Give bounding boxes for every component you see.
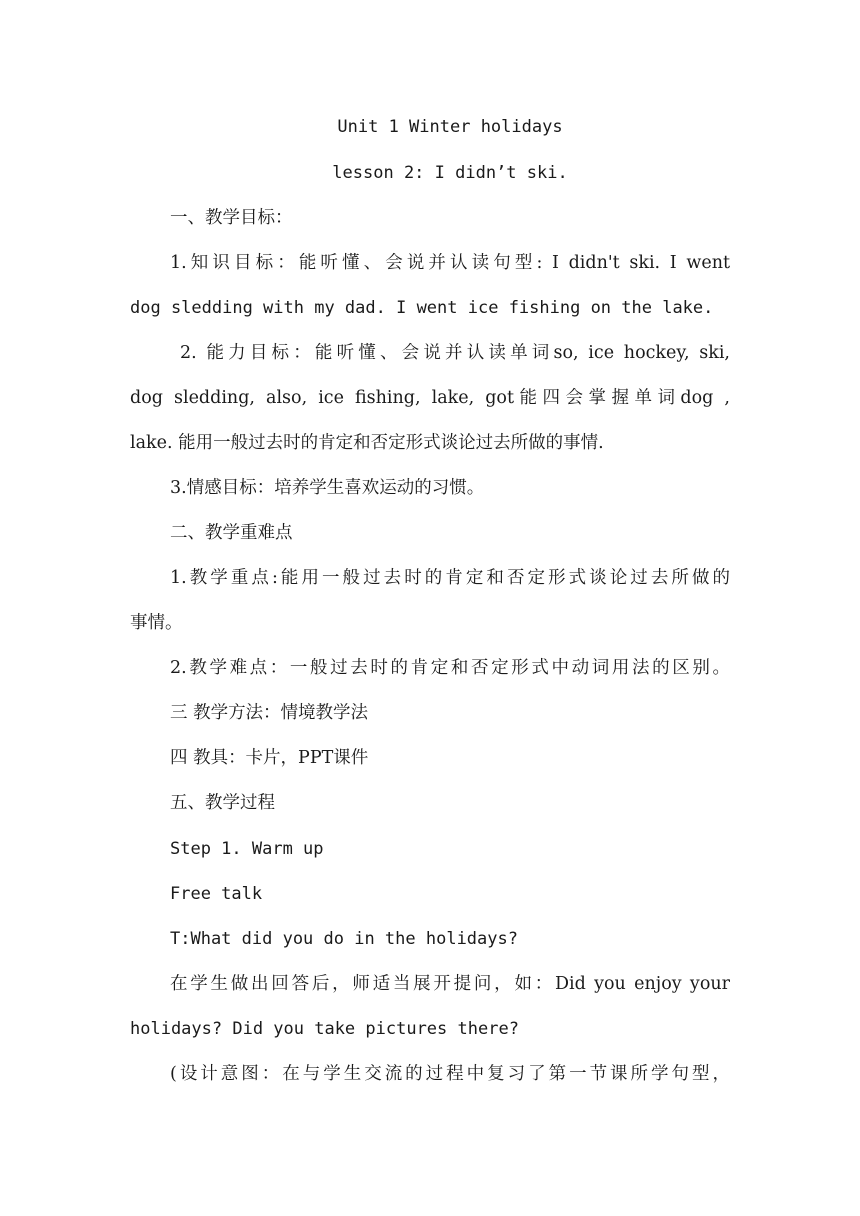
paragraph-line: dog sledding, also, ice fishing, lake, got能四会掌握单词dog , [130, 388, 730, 408]
paragraph-line: 1.知识目标：能听懂、会说并认读句型: I didn't ski. I went [170, 253, 730, 273]
paragraph-line: 事情。 [130, 613, 183, 633]
paragraph-line: 3.情感目标：培养学生喜欢运动的习惯。 [170, 478, 485, 498]
step-heading: Step 1. Warm up [170, 839, 324, 859]
paragraph-line: (设计意图：在与学生交流的过程中复习了第一节课所学句型， [170, 1064, 730, 1084]
document-title: Unit 1 Winter holidays [337, 117, 563, 137]
section-heading-objectives: 一、教学目标： [170, 208, 293, 228]
paragraph-line: lake. 能用一般过去时的肯定和否定形式谈论过去所做的事情. [130, 433, 604, 453]
section-heading-key-points: 二、教学重难点 [170, 523, 293, 543]
paragraph-line: T:What did you do in the holidays? [170, 929, 518, 949]
paragraph-line: 1.教学重点:能用一般过去时的肯定和否定形式谈论过去所做的 [170, 568, 730, 588]
document-subtitle: lesson 2: I didn’t ski. [332, 163, 568, 183]
paragraph-line: holidays? Did you take pictures there? [130, 1019, 519, 1039]
paragraph-line: 2.教学难点：一般过去时的肯定和否定形式中动词用法的区别。 [170, 658, 730, 678]
section-heading-tools: 四 教具：卡片，PPT课件 [170, 748, 369, 768]
paragraph-line: 2. 能力目标：能听懂、会说并认读单词so, ice hockey, ski, [180, 343, 730, 363]
section-heading-method: 三 教学方法：情境教学法 [170, 703, 369, 723]
section-heading-process: 五、教学过程 [170, 793, 275, 813]
paragraph-line: 在学生做出回答后，师适当展开提问，如：Did you enjoy your [170, 974, 730, 994]
paragraph-line: dog sledding with my dad. I went ice fishing on the lake. [130, 298, 714, 318]
paragraph-line: Free talk [170, 884, 263, 904]
